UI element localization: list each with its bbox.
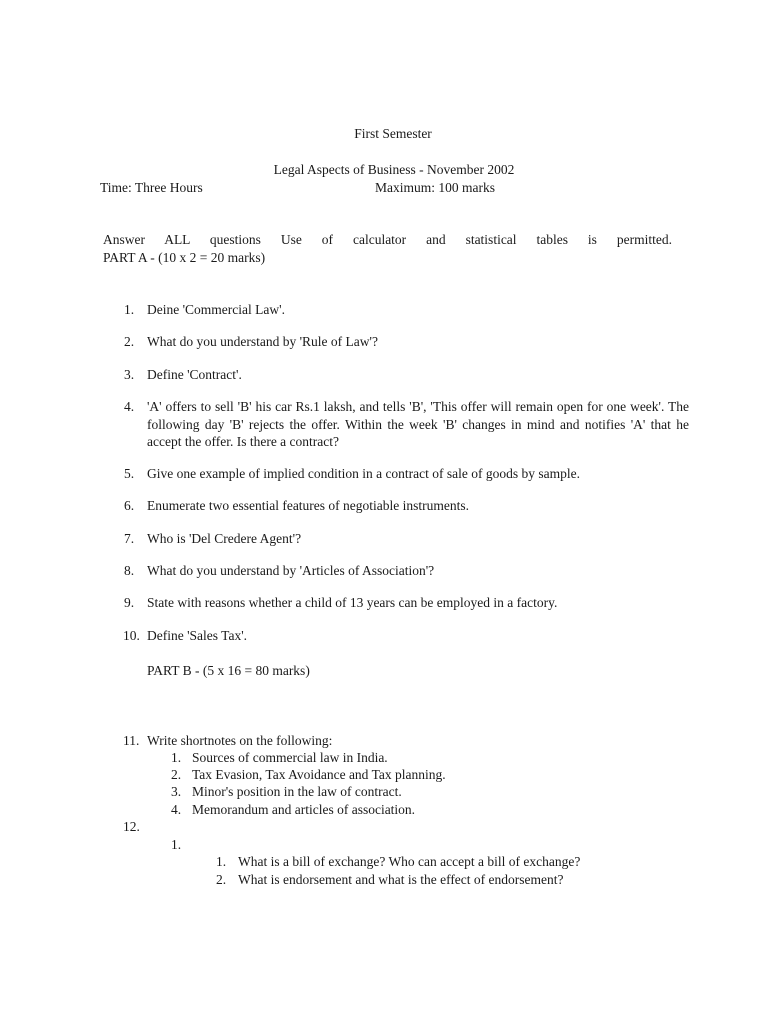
sub-question-text: Sources of commercial law in India. xyxy=(192,750,388,765)
question-number: 9. xyxy=(124,595,135,610)
sub-question-number: 2. xyxy=(216,872,227,887)
instructions-text: Answer ALL questions Use of calculator and statistical tables is permitted. xyxy=(103,232,672,247)
sub-question-number: 3. xyxy=(171,784,182,799)
question-number: 4. xyxy=(124,399,135,414)
question-text: State with reasons whether a child of 13 years can be employed in a factory. xyxy=(147,595,558,610)
sub-question-text: What is endorsement and what is the effect of endorsement? xyxy=(238,872,564,887)
question-text: Who is 'Del Credere Agent'? xyxy=(147,531,302,546)
semester-title: First Semester xyxy=(354,126,432,141)
question-number: 5. xyxy=(124,466,135,481)
question-number: 2. xyxy=(124,334,135,349)
question-number: 6. xyxy=(124,498,135,513)
sub-question-text: Minor's position in the law of contract. xyxy=(192,784,402,799)
question-number: 7. xyxy=(124,531,135,546)
sub-question-text: Memorandum and articles of association. xyxy=(192,802,416,817)
sub-question-number: 1. xyxy=(171,750,182,765)
question-text: Write shortnotes on the following: xyxy=(147,733,333,748)
question-number: 3. xyxy=(124,367,135,382)
part-b-heading: PART B - (5 x 16 = 80 marks) xyxy=(147,663,310,678)
question-text: What do you understand by 'Articles of Association'? xyxy=(147,563,435,578)
question-text: Enumerate two essential features of negotiable instruments. xyxy=(147,498,470,513)
sub-question-text: What is a bill of exchange? Who can accept a bill of exchange? xyxy=(238,854,581,869)
subject-title: Legal Aspects of Business - November 2002 xyxy=(273,162,515,177)
sub-question-number: 1. xyxy=(171,837,182,852)
maximum-marks: Maximum: 100 marks xyxy=(375,180,495,195)
question-text: Deine 'Commercial Law'. xyxy=(147,302,285,317)
exam-duration: Time: Three Hours xyxy=(100,180,203,195)
sub-question-number: 4. xyxy=(171,802,182,817)
question-text: What do you understand by 'Rule of Law'? xyxy=(147,334,378,349)
question-text: Define 'Contract'. xyxy=(147,367,242,382)
question-text: 'A' offers to sell 'B' his car Rs.1 laksh, and tells 'B', 'This offer will remain open for one week'. The following day 'B' rejects the offer. Within the week 'B' changes in mind and notifies 'A' that he accept the offer. Is there a contract? xyxy=(147,399,689,449)
question-text: Give one example of implied condition in a contract of sale of goods by sample. xyxy=(147,466,581,481)
question-number: 8. xyxy=(124,563,135,578)
question-number: 10. xyxy=(123,628,140,643)
sub-question-number: 2. xyxy=(171,767,182,782)
question-number: 12. xyxy=(123,819,140,834)
question-number: 1. xyxy=(124,302,135,317)
question-number: 11. xyxy=(123,733,140,748)
question-text: Define 'Sales Tax'. xyxy=(147,628,248,643)
sub-question-text: Tax Evasion, Tax Avoidance and Tax planning. xyxy=(192,767,446,782)
part-a-heading: PART A - (10 x 2 = 20 marks) xyxy=(103,250,266,265)
sub-question-number: 1. xyxy=(216,854,227,869)
